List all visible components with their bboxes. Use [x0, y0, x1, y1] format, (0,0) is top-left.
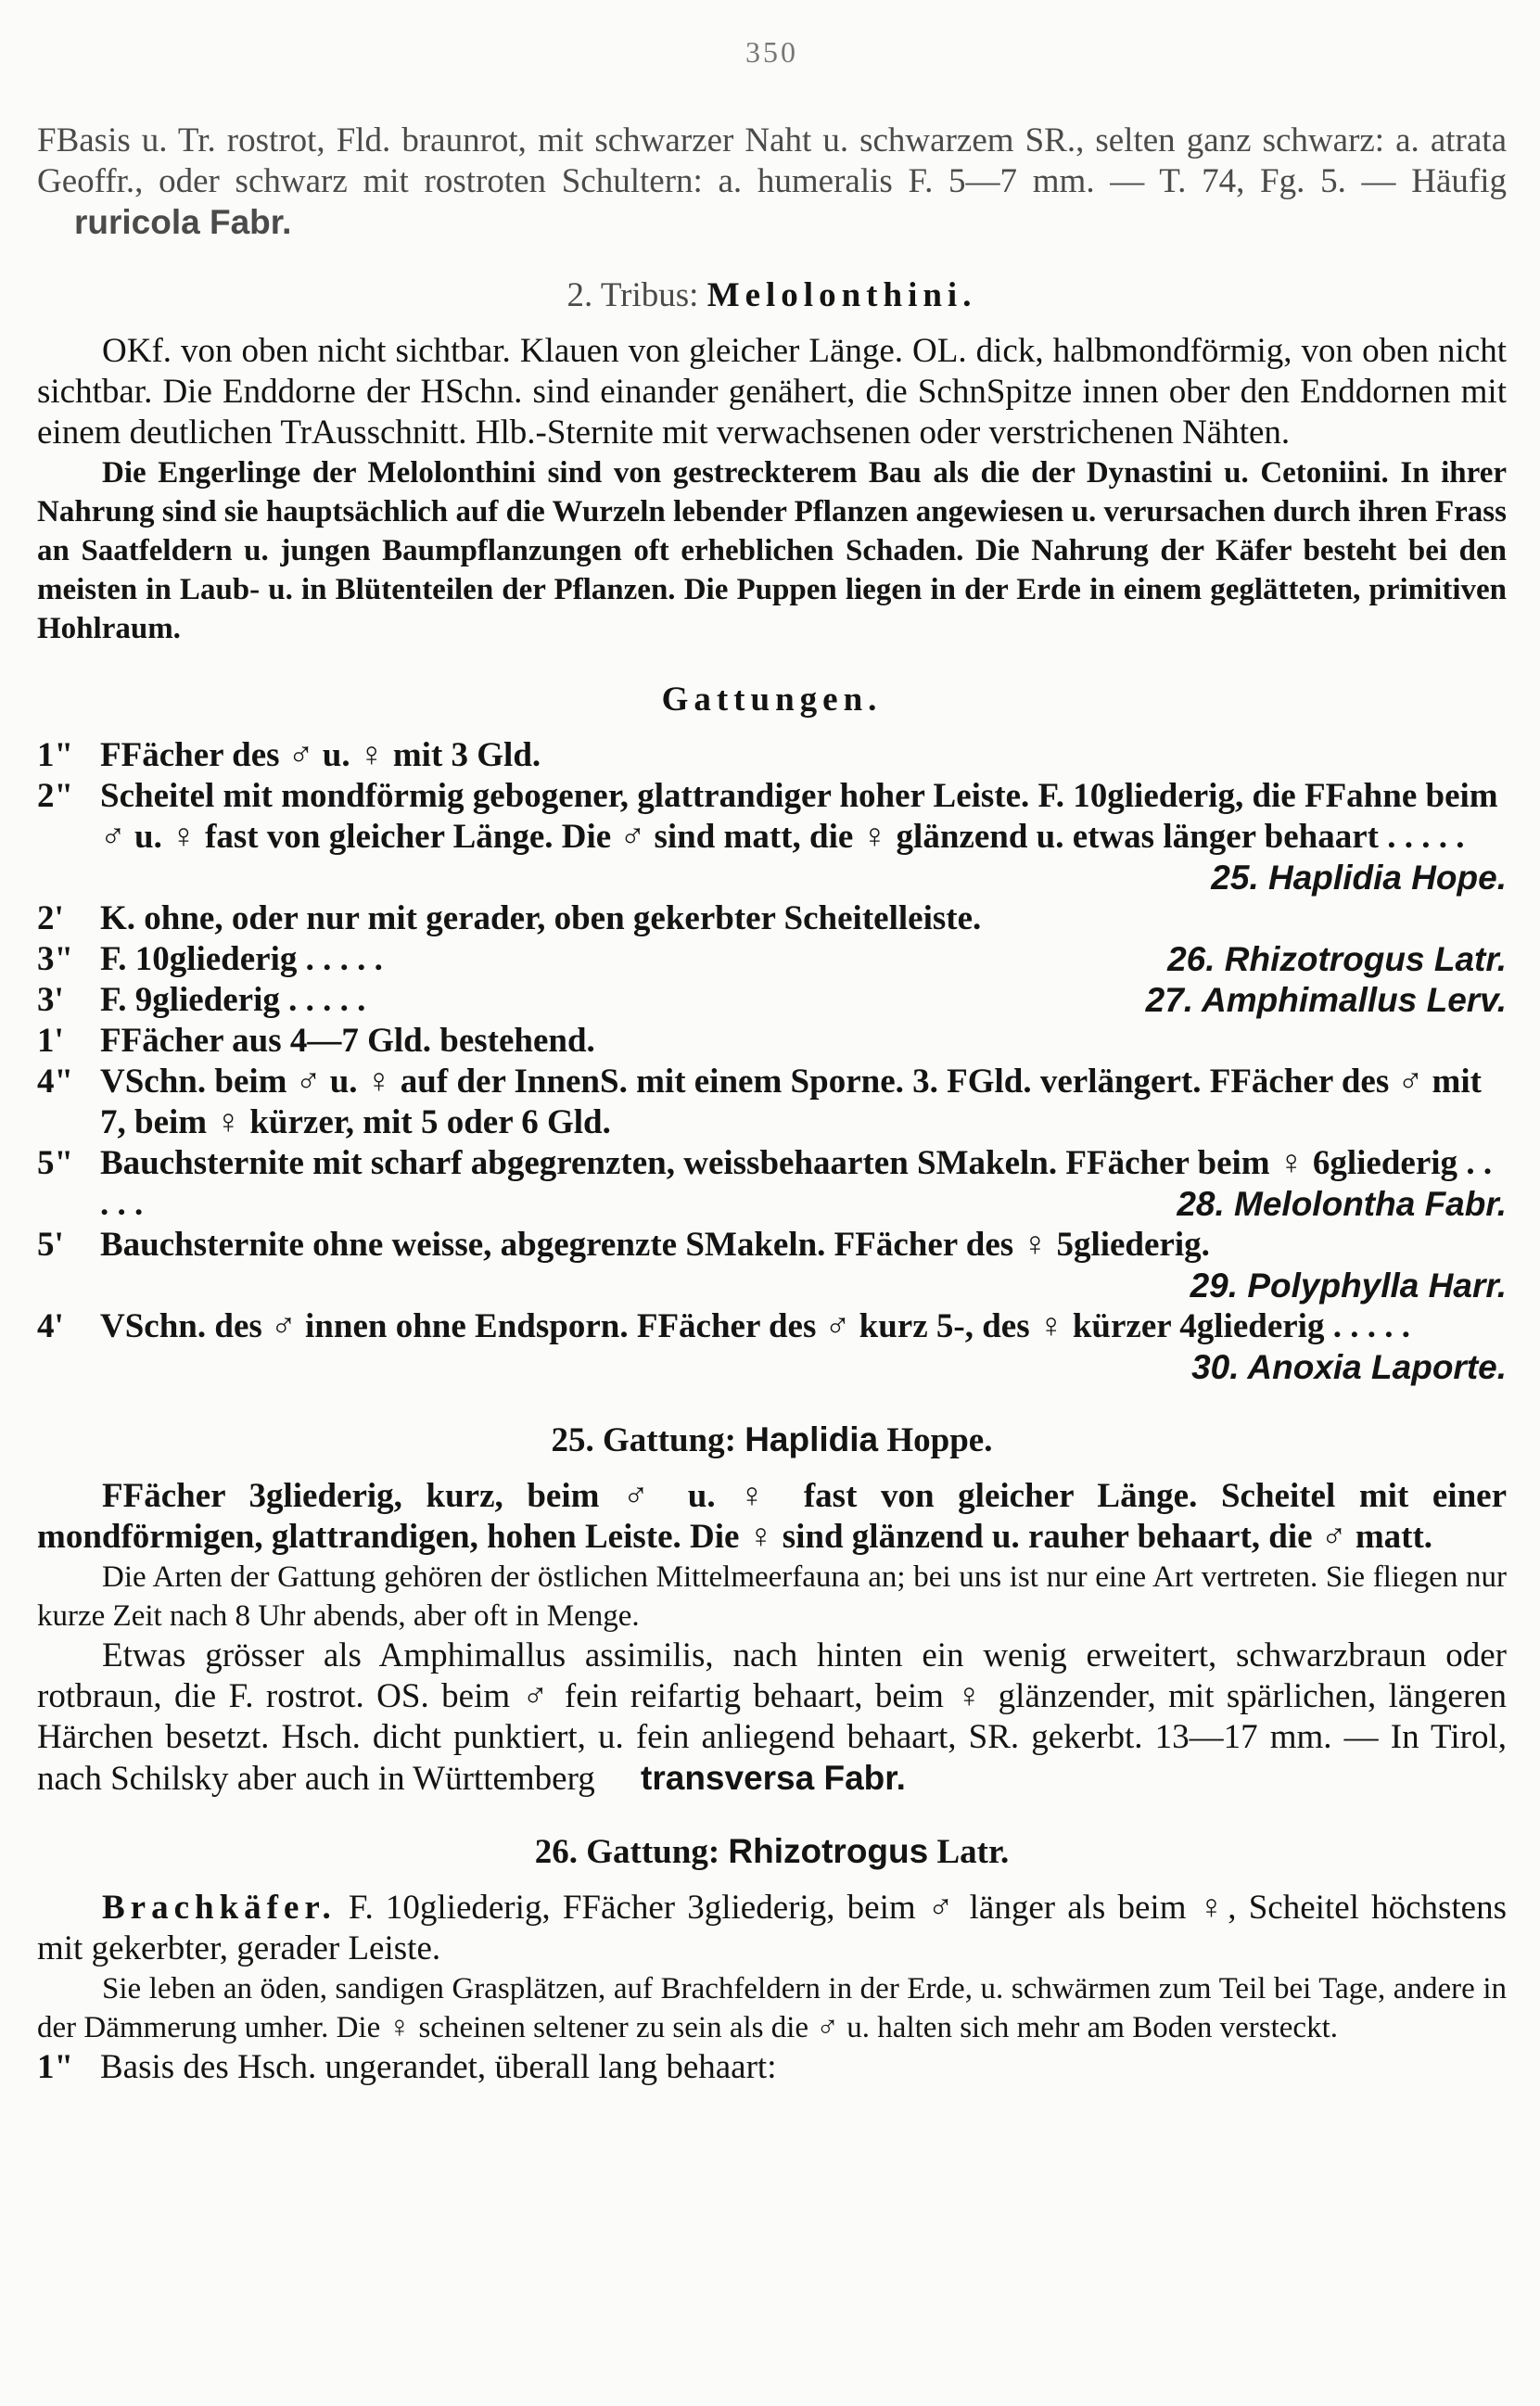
key-row-number: 4": [37, 1063, 74, 1101]
key-row-number: 1': [37, 1022, 64, 1060]
key-row-number: 3': [37, 981, 64, 1019]
key-row: [37, 898, 1507, 939]
key-row-leader: . . . . .: [1378, 818, 1465, 856]
key-row: [37, 1225, 1507, 1306]
genus26-description-text: F. 10gliederig, FFächer 3gliederig, beim ♂ länger als beim ♀, Scheitel höchstens mit gekerbter, gerader Leiste.: [37, 1889, 1507, 1967]
key-row-number: 5': [37, 1226, 64, 1264]
genus25-species-text: Etwas grösser als Amphimallus assimilis, nach hinten ein wenig erweitert, schwarzbraun oder rotbraun, die F. rostrot. OS. beim ♂ fein reifartig behaart, beim ♀ glänzender, mit spärlichen, längeren Härchen besetzt. Hsch. dicht punktiert, u. fein anliegend behaart, SR. gekerbt. 13—17 mm. — In Tirol, nach Schilsky aber auch in Württemberg: [37, 1636, 1507, 1798]
genus26-note: Sie leben an öden, sandigen Grasplätzen, auf Brachfeldern in der Erde, u. schwärmen zum Teil bei Tage, andere in der Dämmerung umher. Die ♀ scheinen seltener zu sein als die ♂ u. halten sich mehr am Boden versteckt.: [37, 1972, 1507, 2044]
page-content: [37, 32, 1507, 2088]
key-row-number: 3": [37, 940, 74, 978]
key-row-number: 1": [37, 736, 74, 774]
tribe-note: Die Engerlinge der Melolonthini sind von gestreckterem Bau als die der Dynastini u. Cetoniini. In ihrer Nahrung sind sie hauptsächlich auf die Wurzeln lebender Pflanzen angewiesen u. verursachen durch ihren Frass an Saatfeldern u. jungen Baumpflanzungen oft erheblichen Schaden. Die Nahrung der Käfer besteht bei den meisten in Laub- u. in Blütenteilen der Pflanzen. Die Puppen liegen in der Erde in einem geglätteten, primitiven Hohlraum.: [37, 456, 1507, 645]
genus25-heading-name: Haplidia: [745, 1420, 879, 1458]
key-row: [37, 1021, 1507, 1062]
genus26-description: [37, 1888, 1507, 1969]
top-paragraph: [37, 121, 1507, 244]
key-row-text: VSchn. des ♂ innen ohne Endsporn. FFächer des ♂ kurz 5-, des ♀ kürzer 4gliederig: [100, 1307, 1325, 1345]
page-number: 350: [745, 35, 798, 69]
key-row: [37, 776, 1507, 898]
key-row: [37, 980, 1507, 1021]
top-species-name: ruricola Fabr.: [74, 203, 292, 241]
genus25-species-block: [37, 1636, 1507, 1800]
key-row-result: 26. Rhizotrogus Latr.: [1167, 940, 1507, 978]
key-row: [37, 1306, 1507, 1388]
key-row-text: F. 10gliederig: [100, 940, 298, 978]
key-row-number: 2': [37, 899, 64, 937]
genus25-description: FFächer 3gliederig, kurz, beim ♂ u. ♀ fast von gleicher Länge. Scheitel mit einer mondförmigen, glattrandigen, hohen Leiste. Die ♀ sind glänzend u. rauher behaart, die ♂ matt.: [37, 1477, 1507, 1556]
genus26-key-1-text: Basis des Hsch. ungerandet, überall lang behaart:: [100, 2048, 777, 2086]
genus26-heading-author: Latr.: [936, 1833, 1010, 1871]
key-row-text: Bauchsternite ohne weisse, abgegrenzte SMakeln. FFächer des ♀ 5gliederig.: [100, 1226, 1210, 1264]
key-row-number: 2": [37, 777, 74, 815]
key-row-leader: . . . . .: [279, 981, 366, 1019]
key-row-text: FFächer des ♂ u. ♀ mit 3 Gld.: [100, 736, 541, 774]
key-row: [37, 939, 1507, 980]
genera-key: [37, 735, 1507, 1388]
key-row-leader: . . . . .: [1324, 1307, 1410, 1345]
key-row-result: 28. Melolontha Fabr.: [1177, 1185, 1507, 1223]
key-row-result: 27. Amphimallus Lerv.: [1145, 981, 1507, 1019]
genus26-heading-name: Rhizotrogus: [728, 1832, 929, 1870]
key-row-leader: . . . . .: [297, 940, 383, 978]
genus25-heading-author: Hoppe.: [886, 1421, 993, 1459]
genera-heading: Gattungen.: [661, 681, 883, 719]
genus26-key-1-num: 1": [37, 2048, 74, 2086]
key-row-result: 29. Polyphylla Harr.: [1190, 1267, 1507, 1305]
key-row-leader: . . . . .: [100, 1144, 1493, 1223]
key-row-text: F. 9gliederig: [100, 981, 280, 1019]
genus25-heading-prefix: 25. Gattung:: [551, 1421, 736, 1459]
key-row-text: K. ohne, oder nur mit gerader, oben gekerbter Scheitelleiste.: [100, 899, 982, 937]
genus25-note: Die Arten der Gattung gehören der östlichen Mittelmeerfauna an; bei uns ist nur eine Art vertreten. Sie fliegen nur kurze Zeit nach 8 Uhr abends, aber oft in Menge.: [37, 1560, 1507, 1633]
top-paragraph-text: FBasis u. Tr. rostrot, Fld. braunrot, mit schwarzer Naht u. schwarzem SR., selten ganz schwarz: a. atrata Geoffr., oder schwarz mit rostroten Schultern: a. humeralis F. 5—7 mm. — T. 74, Fg. 5. — Häufig: [37, 121, 1507, 200]
genus26-heading: [37, 1831, 1507, 1873]
key-row: [37, 735, 1507, 776]
genus25-species-name: transversa Fabr.: [641, 1759, 906, 1797]
key-row: [37, 1062, 1507, 1143]
tribe-heading-prefix: 2. Tribus:: [566, 276, 699, 314]
key-row-number: 4': [37, 1307, 64, 1345]
tribe-heading-name: Melolonthini.: [706, 276, 977, 314]
tribe-heading: [37, 275, 1507, 316]
key-row-text: Bauchsternite mit scharf abgegrenzten, weissbehaarten SMakeln. FFächer beim ♀ 6gliederig: [100, 1144, 1458, 1182]
key-row-number: 5": [37, 1144, 74, 1182]
key-row-text: Scheitel mit mondförmig gebogener, glattrandiger hoher Leiste. F. 10gliederig, die FFahne beim ♂ u. ♀ fast von gleicher Länge. Die ♂ sind matt, die ♀ glänzend u. etwas länger behaart: [100, 777, 1498, 856]
key-row-result: 25. Haplidia Hope.: [1211, 859, 1507, 897]
genus26-description-lead: Brachkäfer.: [102, 1889, 337, 1927]
key-row-result: 30. Anoxia Laporte.: [1191, 1348, 1507, 1386]
genus25-heading: [37, 1419, 1507, 1461]
key-row-text: FFächer aus 4—7 Gld. bestehend.: [100, 1022, 595, 1060]
genus26-key-1: [37, 2047, 1507, 2088]
key-row: [37, 1143, 1507, 1225]
tribe-description: OKf. von oben nicht sichtbar. Klauen von gleicher Länge. OL. dick, halbmondförmig, von oben nicht sichtbar. Die Enddorne der HSchn. sind einander genähert, die SchnSpitze innen ober den Enddornen mit einem deutlichen TrAusschnitt. Hlb.-Sternite mit verwachsenen oder verstrichenen Nähten.: [37, 332, 1507, 452]
key-row-text: VSchn. beim ♂ u. ♀ auf der InnenS. mit einem Sporne. 3. FGld. verlängert. FFächer des ♂ mit 7, beim ♀ kürzer, mit 5 oder 6 Gld.: [100, 1063, 1482, 1141]
genus26-heading-prefix: 26. Gattung:: [534, 1833, 720, 1871]
